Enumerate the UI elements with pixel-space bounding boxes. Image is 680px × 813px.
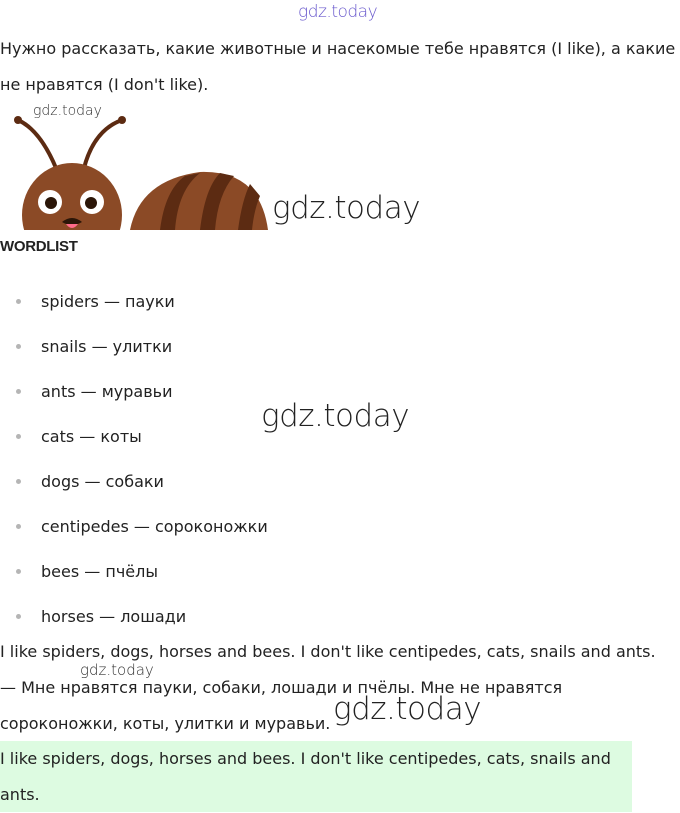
- list-item-text: dogs — собаки: [41, 472, 164, 491]
- watermark-middle: gdz.today: [261, 398, 410, 434]
- list-item-text: ants — муравьи: [41, 382, 173, 401]
- list-item: [0, 324, 268, 369]
- list-item-text: cats — коты: [41, 427, 142, 446]
- watermark-answer-small: gdz.today: [80, 661, 154, 679]
- highlighted-answer-text: I like spiders, dogs, horses and bees. I don't like centipedes, cats, snails and ants.: [0, 749, 611, 804]
- bullet-icon: [16, 524, 21, 529]
- list-item-text: spiders — пауки: [41, 292, 175, 311]
- bullet-icon: [16, 299, 21, 304]
- caterpillar-icon: [10, 110, 270, 230]
- list-item: [0, 504, 268, 549]
- wordlist-title: WORDLIST: [0, 238, 78, 255]
- list-item: [0, 279, 268, 324]
- bullet-icon: [16, 389, 21, 394]
- list-item-text: horses — лошади: [41, 607, 187, 626]
- watermark-worm-label: gdz.today: [33, 103, 102, 119]
- list-item: [0, 459, 268, 504]
- list-item-text: bees — пчёлы: [41, 562, 158, 581]
- translation-text: — Мне нравятся пауки, собаки, лошади и пчёлы. Мне не нравятся сороконожки, коты, улитки и муравьи.: [0, 678, 563, 733]
- list-item: [0, 369, 268, 414]
- wordlist: [0, 279, 268, 639]
- bullet-icon: [16, 569, 21, 574]
- bullet-icon: [16, 614, 21, 619]
- list-item: [0, 414, 268, 459]
- bullet-icon: [16, 344, 21, 349]
- list-item-text: snails — улитки: [41, 337, 173, 356]
- watermark-worm-right: gdz.today: [272, 190, 421, 226]
- intro-text: Нужно рассказать, какие животные и насекомые тебе нравятся (I like), а какие не нравятся (I don't like).: [0, 39, 676, 94]
- watermark-top: gdz.today: [298, 2, 378, 22]
- answer-text: I like spiders, dogs, horses and bees. I don't like centipedes, cats, snails and ants.: [0, 642, 656, 661]
- bullet-icon: [16, 479, 21, 484]
- worm-illustration: [10, 110, 270, 234]
- list-item: [0, 549, 268, 594]
- bullet-icon: [16, 434, 21, 439]
- list-item-text: centipedes — сороконожки: [41, 517, 268, 536]
- watermark-answer-big: gdz.today: [333, 691, 482, 727]
- list-item: [0, 594, 268, 639]
